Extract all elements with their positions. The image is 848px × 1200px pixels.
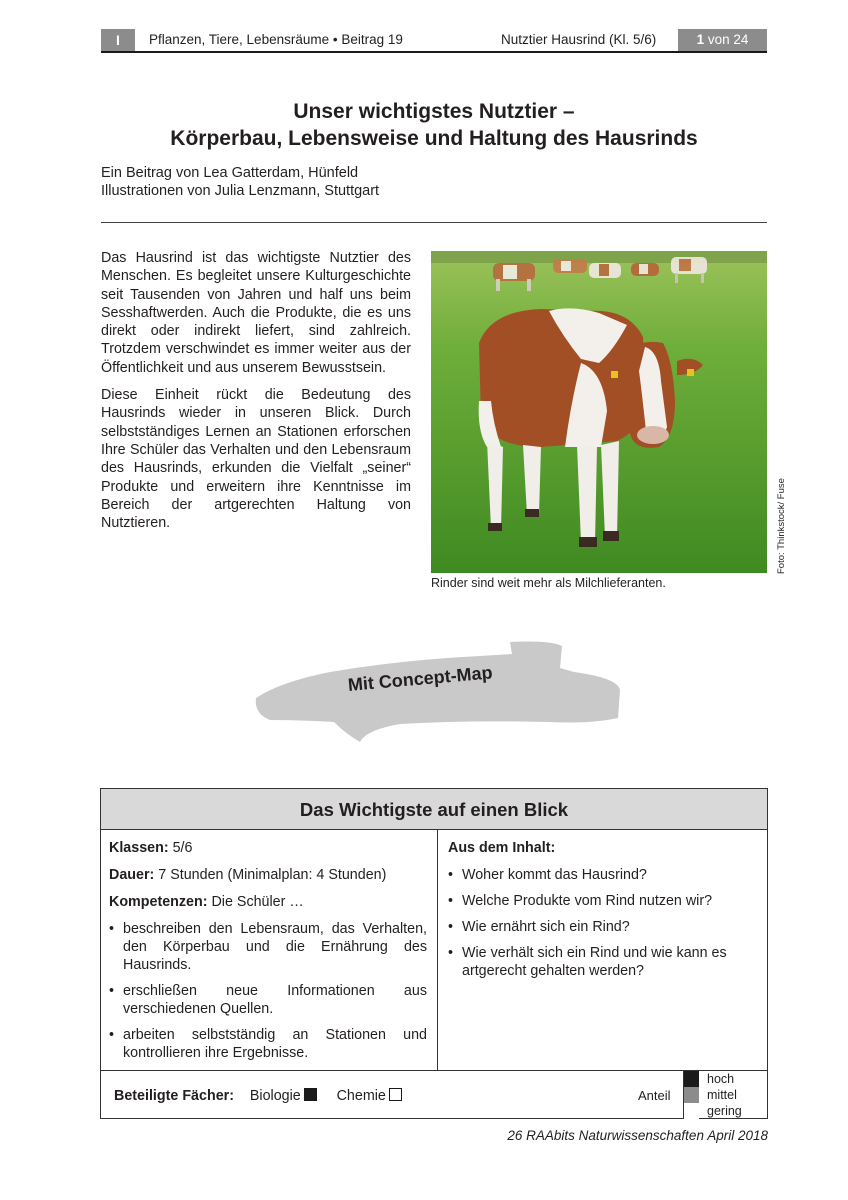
column-divider [437,830,438,1070]
inhalt-heading [448,839,760,857]
list-item: • beschreiben den Lebensraum, das Verhalten, den Körperbau und die Ernährung des Hausrinds. [109,920,427,974]
inhalt-list [448,866,760,980]
document-title [101,98,767,152]
list-item: • arbeiten selbstständig an Stationen und kontrollieren ihre Ergebnisse. [109,1026,427,1062]
chemie-share-square [389,1088,402,1101]
section-mark: I [101,29,135,51]
subjects-row [101,1070,767,1118]
summary-left-column [109,839,427,1070]
title-line-2: Körperbau, Lebensweise und Haltung des Hausrinds [170,127,698,150]
series-label: Pflanzen, Tiere, Lebensräume • Beitrag 19 [149,32,403,47]
legend-row-hoch [683,1071,767,1087]
photo-credit-text: Foto: Thinkstock/ Fuse [776,478,787,574]
klassen-line [109,839,427,857]
dauer-label: Dauer: [109,867,155,883]
list-item: • Wie ernährt sich ein Rind? [448,918,760,936]
kompetenzen-value: Die Schüler … [211,894,304,910]
share-label: Anteil [638,1088,671,1103]
illustrator-line: Illustrationen von Julia Lenzmann, Stuttgart [101,183,380,199]
intro-text [101,249,411,532]
subject-biologie: Biologie [249,1088,301,1104]
title-line-1: Unser wichtigstes Nutztier – [293,100,575,123]
klassen-label: Klassen: [109,840,169,856]
klassen-value: 5/6 [172,840,193,856]
list-item: • Woher kommt das Hausrind? [448,866,760,884]
divider [101,222,767,223]
page-indicator [678,29,767,51]
intro-paragraph-2: Diese Einheit rückt die Bedeutung des Hausrinds wieder in unseren Blick. Durch selbstständiges Lernen an Stationen erforschen Ihre Schüler das Verhalten und den Lebensraum des Hausrinds, erkunden die Vielfalt „seiner“ Produkte und erweitern ihre Kenntnisse im Bereich der artgerechten Haltung von Nutztieren. [101,387,411,532]
dauer-line [109,866,427,884]
byline [101,164,379,200]
legend-row-gering [683,1103,767,1119]
page-current: 1 [696,32,705,47]
summary-right-column [448,839,760,988]
page-total: von 24 [707,32,749,47]
inhalt-label: Aus dem Inhalt: [448,840,556,856]
list-item: • Wie verhält sich ein Rind und wie kann es artgerecht gehalten werden? [448,944,760,980]
subjects-label: Beteiligte Fächer: [114,1088,234,1104]
share-legend [683,1071,767,1119]
topic-label: Nutztier Hausrind (Kl. 5/6) [501,32,657,47]
kompetenzen-label: Kompetenzen: [109,894,208,910]
concept-map-brush-shape [250,638,625,746]
legend-row-mittel [683,1087,767,1103]
kompetenzen-list [109,920,427,1062]
legend-label-mittel: mittel [707,1088,737,1102]
legend-swatch-mittel [683,1087,699,1103]
concept-map-label: Mit Concept-Map [347,662,494,695]
legend-swatch-hoch [683,1071,699,1087]
legend-label-gering: gering [707,1104,742,1118]
biologie-share-square [304,1088,317,1101]
subject-chemie: Chemie [336,1088,386,1104]
page-header [101,29,767,53]
legend-swatch-gering [683,1103,699,1119]
legend-label-hoch: hoch [707,1072,735,1086]
kompetenzen-line [109,893,427,911]
list-item: • erschließen neue Informationen aus verschiedenen Quellen. [109,982,427,1018]
subjects-line [114,1088,402,1104]
summary-box [100,788,768,1119]
photo-caption: Rinder sind weit mehr als Milchlieferanten. [431,576,666,590]
dauer-value: 7 Stunden (Minimalplan: 4 Stunden) [158,867,387,883]
cow-photo [431,251,767,573]
summary-heading: Das Wichtigste auf einen Blick [101,789,767,830]
list-item: • Welche Produkte vom Rind nutzen wir? [448,892,760,910]
author-line: Ein Beitrag von Lea Gatterdam, Hünfeld [101,165,359,181]
intro-paragraph-1: Das Hausrind ist das wichtigste Nutztier des Menschen. Es begleitet unsere Kulturgeschichte seit Tausenden von Jahren und half uns beim Sesshaftwerden. Auch die Produkte, die es uns direkt oder indirekt liefert, sind zahlreich. Trotzdem verschwindet es immer weiter aus der Öffentlichkeit und aus unserem Bewusstsein. [101,250,411,376]
page-footer: 26 RAAbits Naturwissenschaften April 2018 [507,1128,768,1143]
